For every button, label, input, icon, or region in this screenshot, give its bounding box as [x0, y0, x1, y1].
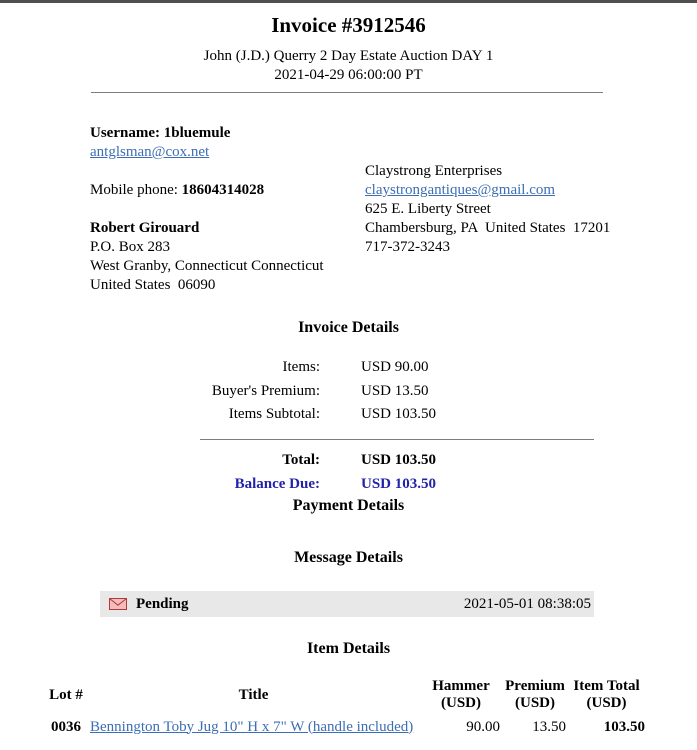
seller-address-line1: 625 E. Liberty Street — [365, 201, 491, 217]
col-header-premium: Premium (USD) — [505, 678, 565, 711]
auction-name: John (J.D.) Querry 2 Day Estate Auction DAY 1 — [203, 48, 494, 64]
items-row — [0, 356, 697, 380]
seller-email-link[interactable]: claystrongantiques@gmail.com — [365, 182, 556, 198]
invoice-header — [0, 13, 697, 85]
col-header-hammer: Hammer (USD) — [432, 678, 490, 711]
buyer-address-line3: United States 06090 — [90, 277, 216, 293]
col-header-item-total: Item Total (USD) — [573, 678, 640, 711]
buyers-premium-row — [0, 380, 697, 404]
items-subtotal-row — [0, 403, 697, 427]
buyer-name: Robert Girouard — [90, 220, 200, 236]
buyer-email-link[interactable]: antglsman@cox.net — [90, 144, 210, 160]
buyer-mobile-line — [90, 181, 324, 200]
total-label: Total: — [282, 452, 320, 468]
auction-datetime: 2021-04-29 06:00:00 PT — [274, 67, 423, 83]
message-timestamp: 2021-05-01 08:38:05 — [463, 595, 591, 612]
buyers-premium-label: Buyer's Premium: — [211, 382, 320, 399]
buyer-username: Username: 1bluemule — [90, 125, 231, 141]
balance-due-row — [0, 473, 697, 497]
col-header-lot: Lot # — [49, 686, 83, 703]
message-row-pending[interactable] — [100, 591, 594, 617]
items-table — [45, 675, 645, 739]
message-details-heading: Message Details — [294, 549, 403, 566]
buyer-mobile-number: 18604314028 — [181, 182, 265, 198]
seller-name: Claystrong Enterprises — [365, 163, 503, 179]
items-label: Items: — [282, 359, 320, 375]
envelope-icon — [109, 598, 127, 610]
items-table-header — [45, 675, 645, 715]
total-value: USD 103.50 — [361, 452, 437, 468]
items-subtotal-label: Items Subtotal: — [228, 406, 320, 422]
buyers-premium-value: USD 13.50 — [361, 382, 429, 399]
items-subtotal-value: USD 103.50 — [361, 406, 437, 422]
balance-due-value: USD 103.50 — [361, 476, 437, 492]
seller-info — [365, 162, 610, 257]
page-title: Invoice #3912546 — [271, 13, 426, 37]
item-row — [45, 715, 645, 739]
item-hammer-price: 90.00 — [466, 718, 500, 735]
invoice-details-rows — [0, 356, 697, 427]
item-total: 103.50 — [603, 718, 645, 735]
header-divider — [91, 92, 603, 93]
buyer-mobile-label: Mobile phone: — [90, 182, 182, 198]
seller-address-line2: Chambersburg, PA United States 17201 — [365, 220, 611, 236]
buyer-info — [90, 124, 324, 295]
seller-phone: 717-372-3243 — [365, 239, 450, 255]
col-header-title: Title — [238, 686, 269, 703]
item-details-heading: Item Details — [306, 640, 391, 657]
invoice-details-heading: Invoice Details — [298, 319, 399, 336]
buyer-address-line1: P.O. Box 283 — [90, 239, 171, 255]
item-title-link[interactable]: Bennington Toby Jug 10" H x 7" W (handle included) — [90, 718, 414, 735]
item-premium: 13.50 — [532, 718, 566, 735]
items-value: USD 90.00 — [361, 359, 429, 375]
totals-divider — [200, 439, 594, 440]
total-row — [0, 449, 697, 473]
payment-details-heading: Payment Details — [292, 497, 405, 514]
balance-due-label: Balance Due: — [234, 476, 320, 492]
message-status: Pending — [136, 595, 189, 612]
buyer-address-line2: West Granby, Connecticut Connecticut — [90, 258, 324, 274]
item-lot-number: 0036 — [51, 718, 81, 735]
